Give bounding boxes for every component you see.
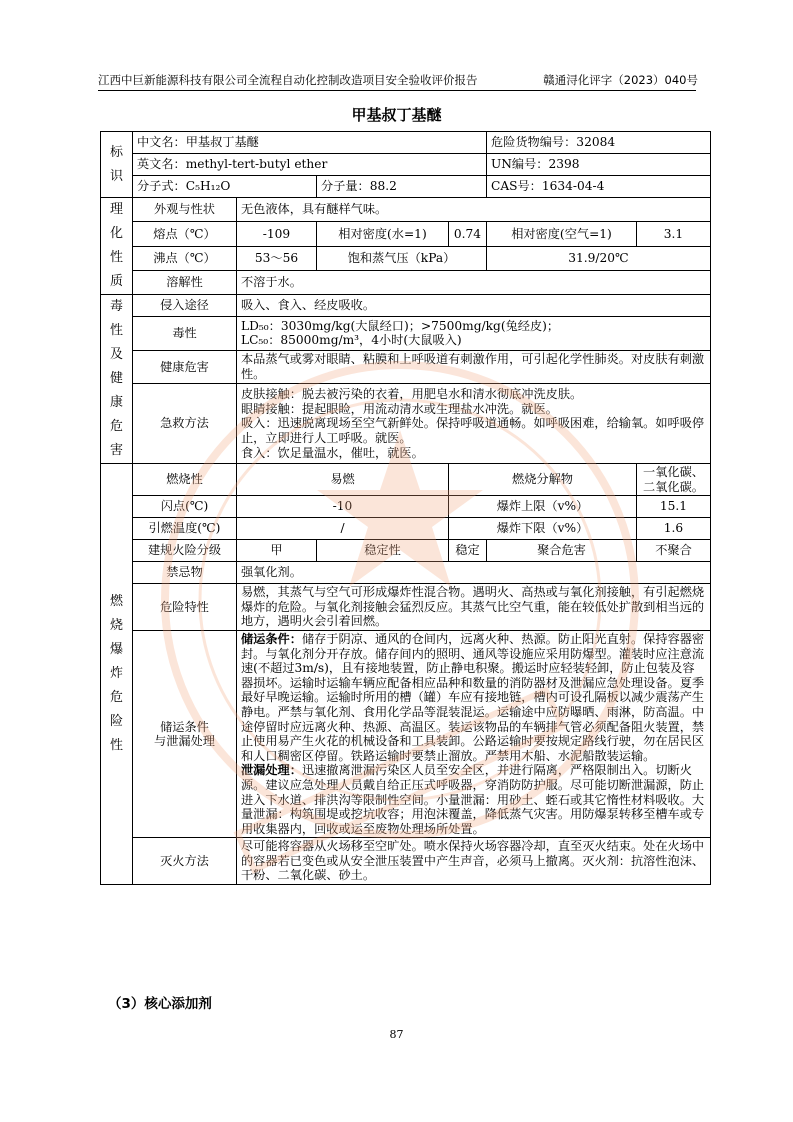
page-number: 87 [389,1028,404,1041]
first-aid-ingest: 食入：饮足量温水，催吐，就医。 [241,445,424,460]
header-report-title: 江西中巨新能源科技有限公司全流程自动化控制改造项目安全验收评价报告 [98,73,478,87]
header-rule [98,90,696,91]
tox-row-toxicity [101,317,711,351]
rel-density-water-label: 相对密度(水=1) [317,222,449,246]
flash-point-value: -10 [237,496,449,518]
ident-row-1 [101,132,711,154]
molecular-weight: 分子量：88.2 [317,176,487,198]
leak-paragraph [241,763,706,836]
storage-leak-label [133,630,237,837]
fire-row-flammability [101,464,711,496]
hazard-property-label: 危险特性 [133,584,237,631]
storage-heading: 储运条件： [241,631,302,646]
toxicity-label: 毒性 [133,317,237,351]
cas-number: CAS号：1634-04-4 [487,176,711,198]
storage-leak-value [237,630,711,837]
stability-value: 稳定 [449,540,487,562]
toxicity-value [237,317,711,351]
phys-row-solubility [101,270,711,294]
incompatible-value: 强氧化剂。 [237,562,711,584]
first-aid-label: 急救方法 [133,384,237,464]
ld50-value: LD₅₀：3030mg/kg(大鼠经口)；>7500mg/kg(兔经皮)； [241,318,560,333]
storage-label-line-2: 与泄漏处理 [154,734,215,749]
upper-limit-label: 爆炸上限（v%） [449,496,637,518]
rel-density-water-value: 0.74 [449,222,487,246]
polymerization-value: 不聚合 [637,540,711,562]
rel-density-air-label: 相对密度(空气=1) [487,222,637,246]
vapor-pressure-label: 饱和蒸气压（kPa） [317,246,487,270]
molecular-formula: 分子式：C₅H₁₂O [133,176,317,198]
phys-row-appearance [101,198,711,222]
storage-text: 储存于阴凉、通风的仓间内，远离火种、热源。防止阳光直射。保持容器密封。与氧化剂分开存放。储存间内的照明、通风等设施应采用防爆型。灌装时应注意流速(不超过3m/s)，且有接地装置，防止静电积聚。搬运时应轻装轻卸，防止包装及容器损坏。运输时运输车辆应配备相应品种和数量的消防器材及泄漏应急处理设备。夏季最好早晚运输。运输时所用的槽（罐）车应有接地链，槽内可设孔隔板以减少震荡产生静电。严禁与氧化剂、食用化学品等混装混运。运输途中应防曝晒、雨淋，防高温。中途停留时应远离火种、热源、高温区。装运该物品的车辆排气管必须配备阻火装置，禁止使用易产生火花的机械设备和工具装卸。公路运输时要按规定路线行驶，勿在居民区和人口稠密区停留。铁路运输时要禁止溜放。严禁用木船、水泥船散装运输。 [241,631,705,763]
flash-point-label: 闪点(℃) [133,496,237,518]
hazard-goods-number: 危险货物编号：32084 [487,132,711,154]
boiling-point-value: 53～56 [237,246,317,270]
fire-row-class [101,540,711,562]
melting-point-label: 熔点（℃） [133,222,237,246]
english-name: 英文名：methyl-tert-butyl ether [133,154,487,176]
chinese-name: 中文名：甲基叔丁基醚 [133,132,487,154]
extinguish-label: 灭火方法 [133,838,237,885]
storage-label-line-1: 储运条件 [160,719,209,734]
fire-row-ignition [101,518,711,540]
lower-limit-label: 爆炸下限（v%） [449,518,637,540]
tox-row-first-aid [101,384,711,464]
stability-label: 稳定性 [317,540,449,562]
extinguish-value: 尽可能将容器从火场移至空旷处。喷水保持火场容器冷却，直至灭火结束。处在火场中的容器若已变色或从安全泄压装置中产生声音，必须马上撤离。灭火剂：抗溶性泡沫、干粉、二氧化碳、砂土。 [237,838,711,885]
page-title: 甲基叔丁基醚 [351,106,442,124]
fire-row-flash [101,496,711,518]
flammability-label: 燃烧性 [133,464,237,496]
ignition-temp-value: / [237,518,449,540]
route-label: 侵入途径 [133,295,237,317]
phys-row-boiling [101,246,711,270]
lower-limit-value: 1.6 [637,518,711,540]
appearance-value: 无色液体，具有醚样气味。 [237,198,711,222]
rel-density-air-value: 3.1 [637,222,711,246]
solubility-value: 不溶于水。 [237,270,711,294]
leak-heading: 泄漏处理： [241,763,302,778]
un-number: UN编号：2398 [487,154,711,176]
first-aid-value [237,384,711,464]
header-report-number: 赣通浔化评字（2023）040号 [543,73,698,87]
tox-row-health [101,350,711,384]
route-value: 吸入、食入、经皮吸收。 [237,295,711,317]
fire-row-extinguish [101,838,711,885]
hazard-property-value: 易燃，其蒸气与空气可形成爆炸性混合物。遇明火、高热或与氧化剂接触，有引起燃烧爆炸的危险。与氧化剂接触会猛烈反应。其蒸气比空气重，能在较低处扩散到相当远的地方，遇明火会引着回燃。 [237,584,711,631]
vapor-pressure-value: 31.9/20℃ [487,246,711,270]
fire-row-hazard [101,584,711,631]
section-tox-label: 毒 性 及 健 康 危 害 [101,295,133,464]
upper-limit-value: 15.1 [637,496,711,518]
fire-class-label: 建规火险分级 [133,540,237,562]
flammability-value: 易燃 [237,464,449,496]
section-phys-label: 理 化 性 质 [101,198,133,295]
fire-class-value: 甲 [237,540,317,562]
ident-row-2 [101,154,711,176]
msds-table [100,131,711,885]
boiling-point-label: 沸点（℃） [133,246,237,270]
storage-paragraph [241,632,706,763]
first-aid-skin: 皮肤接触：脱去被污染的衣着，用肥皂水和清水彻底冲洗皮肤。 [241,387,583,402]
section-ident-label: 标 识 [101,132,133,198]
section-fire-label: 燃 烧 爆 炸 危 险 性 [101,464,133,885]
melting-point-value: -109 [237,222,317,246]
decomposition-value: 一氧化碳、二氧化碳。 [637,464,711,496]
incompatible-label: 禁忌物 [133,562,237,584]
ident-row-3 [101,176,711,198]
phys-row-melting [101,222,711,246]
first-aid-eye: 眼睛接触：提起眼睑，用流动清水或生理盐水冲洗。就医。 [241,401,558,416]
health-hazard-value: 本品蒸气或雾对眼睛、粘膜和上呼吸道有刺激作用，可引起化学性肺炎。对皮肤有刺激性。 [237,350,711,384]
appearance-label: 外观与性状 [133,198,237,222]
lc50-value: LC₅₀：85000mg/m³，4小时(大鼠吸入) [241,333,462,348]
polymerization-label: 聚合危害 [487,540,637,562]
health-hazard-label: 健康危害 [133,350,237,384]
tox-row-route [101,295,711,317]
ignition-temp-label: 引燃温度(℃) [133,518,237,540]
fire-row-incompatible [101,562,711,584]
next-section-heading: （3）核心添加剂 [108,996,212,1012]
leak-text: 迅速撤离泄漏污染区人员至安全区，并进行隔离，严格限制出入。切断火源。建议应急处理人员戴自给正压式呼吸器，穿消防防护服。尽可能切断泄漏源，防止进入下水道、排洪沟等限制性空间。小量泄漏：用砂土、蛭石或其它惰性材料吸收。大量泄漏：构筑围堤或挖坑收容；用泡沫覆盖，降低蒸气灾害。用防爆泵转移至槽车或专用收集器内，回收或运至废物处理场所处置。 [241,763,705,836]
solubility-label: 溶解性 [133,270,237,294]
decomposition-label: 燃烧分解物 [449,464,637,496]
first-aid-inhale: 吸入：迅速脱离现场至空气新鲜处。保持呼吸道通畅。如呼吸困难，给输氧。如呼吸停止，立即进行人工呼吸。就医。 [241,416,705,445]
fire-row-storage [101,630,711,837]
page-header [98,72,698,88]
